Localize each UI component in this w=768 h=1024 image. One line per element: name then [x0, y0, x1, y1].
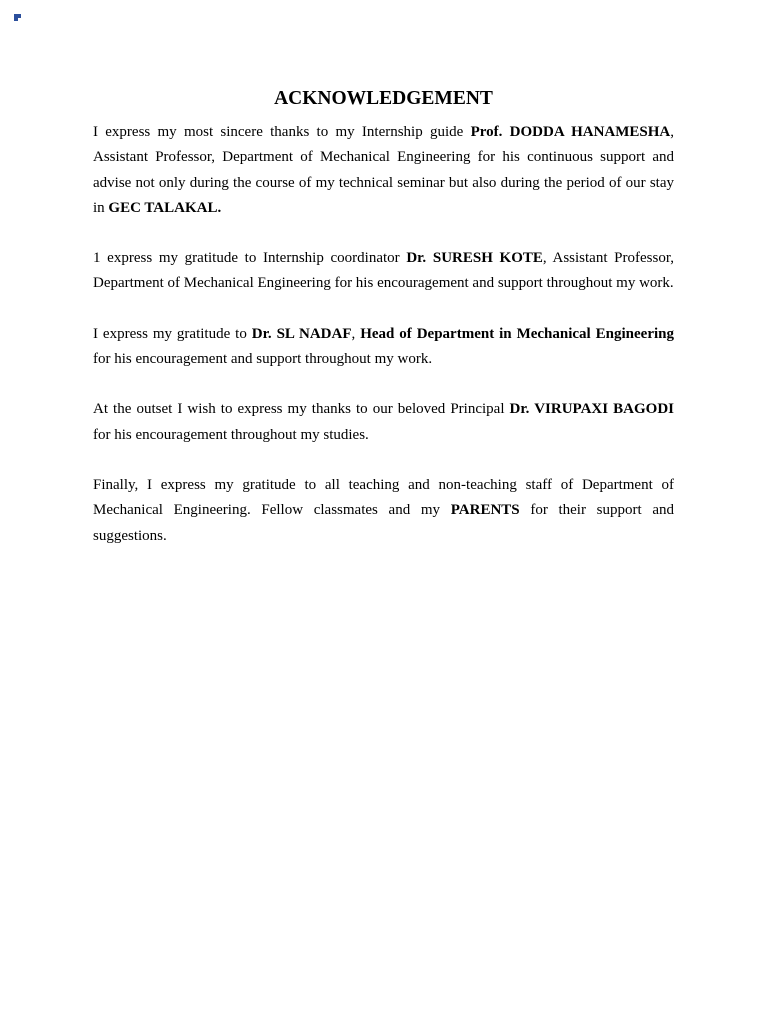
anchor-marker-icon [14, 14, 21, 21]
hod-title: Head of Department in Mechanical Engineering [360, 325, 674, 342]
paragraph-text: for his encouragement throughout my studies. [93, 426, 369, 443]
paragraph-principal-thanks [93, 397, 674, 448]
guide-name: Prof. DODDA HANAMESHA [470, 124, 671, 140]
paragraph-hod-thanks [93, 322, 674, 373]
paragraph-text: for his encouragement and support throughout my work. [93, 351, 433, 368]
paragraph-text: , Assistant Professor, Department of Mechanical Engineering for his encouragement and support throughout my work. [93, 250, 674, 292]
page-title: ACKNOWLEDGEMENT [274, 88, 493, 109]
paragraph-text: At the outset I wish to express my thanks to our beloved Principal [93, 401, 510, 418]
college-name: GEC TALAKAL. [108, 199, 222, 216]
principal-name: Dr. VIRUPAXI BAGODI [509, 401, 674, 418]
paragraph-text: I express my most sincere thanks to my Internship guide [93, 124, 471, 140]
document-page [93, 86, 674, 574]
coordinator-name: Dr. SURESH KOTE [406, 250, 543, 267]
paragraph-guide-thanks [93, 120, 674, 221]
paragraph-coordinator-thanks [93, 246, 674, 297]
paragraph-text: , [351, 325, 361, 342]
paragraph-text: Finally, I express my gratitude to all teaching and non-teaching staff of Department of Mechanical Engineering. Fellow classmates and my [93, 476, 674, 519]
paragraph-text: for their support and suggestions. [93, 502, 674, 544]
paragraph-text: 1 express my gratitude to Internship coordinator [93, 250, 407, 267]
paragraph-text: I express my gratitude to [93, 325, 252, 342]
parents-emphasis: PARENTS [450, 502, 520, 519]
hod-name: Dr. SL NADAF [251, 325, 352, 342]
paragraph-staff-thanks [93, 473, 674, 549]
paragraph-text: , Assistant Professor, Department of Mechanical Engineering for his continuous support and advise not only during the course of my technical seminar but also during the period of our stay in [93, 124, 675, 216]
